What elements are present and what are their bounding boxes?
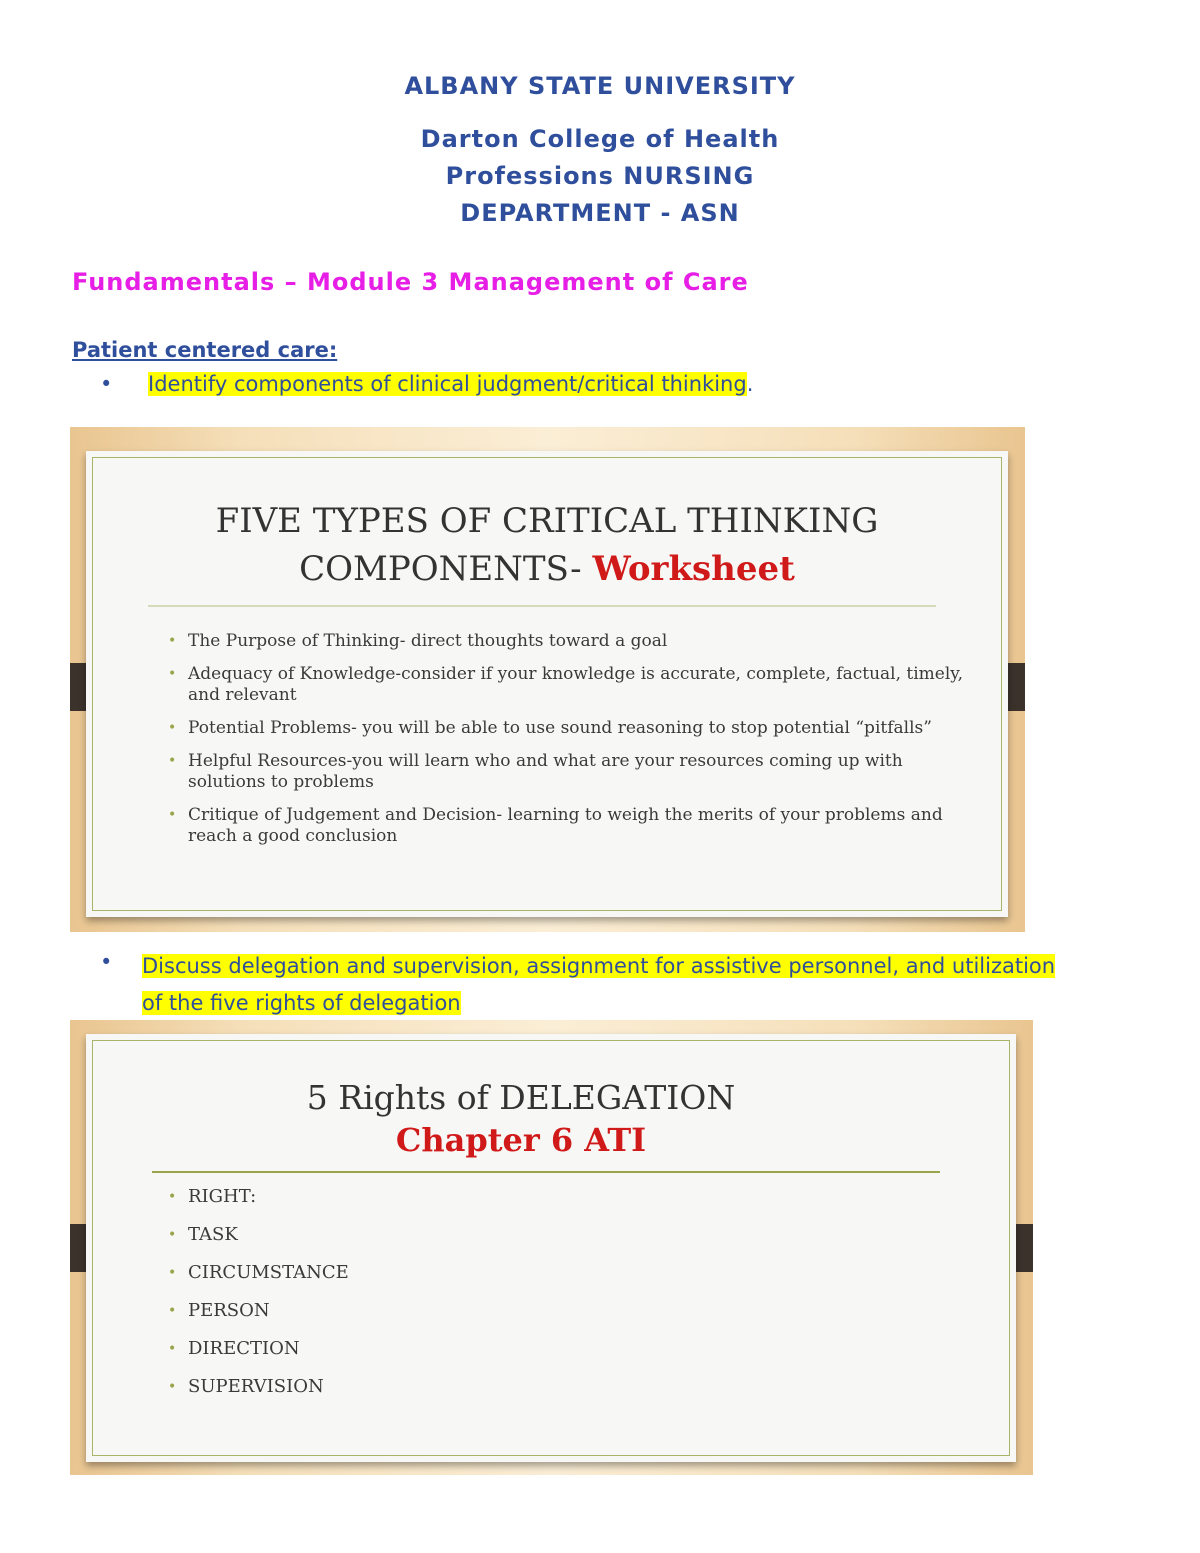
list-item: • RIGHT: — [168, 1186, 257, 1207]
objective-text: Discuss delegation and supervision, assignment for assistive personnel, and utilization of the five rights of delegation — [142, 954, 1056, 1015]
list-item: • CIRCUMSTANCE — [168, 1262, 349, 1283]
list-item: • PERSON — [168, 1300, 270, 1321]
bullet-icon: • — [100, 950, 113, 974]
delegation-slide-image — [70, 1020, 1033, 1475]
list-item: • Helpful Resources-you will learn who and what are your resources coming up with solutions to problems — [168, 751, 903, 792]
delegation-rights-list — [166, 1186, 766, 1414]
slide-title: 5 Rights of DELEGATION — [306, 1078, 736, 1117]
slide-title-line1: FIVE TYPES OF CRITICAL THINKING — [215, 501, 879, 541]
objective-bullet-2 — [100, 948, 1060, 1022]
list-item: • Critique of Judgement and Decision- learning to weigh the merits of your problems and reach a good conclusion — [168, 805, 943, 846]
slide-subtitle: Chapter 6 ATI — [395, 1121, 647, 1159]
module-title: Fundamentals – Module 3 Management of Care — [72, 268, 749, 296]
university-name: ALBANY STATE UNIVERSITY — [404, 72, 796, 100]
slide-title — [86, 497, 1008, 593]
slide-panel — [86, 1034, 1016, 1462]
critical-thinking-list — [166, 631, 966, 859]
list-item: • DIRECTION — [168, 1338, 300, 1359]
critical-thinking-slide-image — [70, 427, 1025, 932]
section-heading: Patient centered care: — [72, 338, 338, 362]
objective-text: Identify components of clinical judgment/critical thinking — [148, 372, 747, 396]
slide-title-line2: COMPONENTS- — [299, 549, 593, 589]
bullet-icon: • — [100, 372, 113, 396]
slide-panel — [86, 451, 1008, 917]
list-item: • SUPERVISION — [168, 1376, 324, 1397]
list-item: • Adequacy of Knowledge-consider if your knowledge is accurate, complete, factual, timely, and relevant — [168, 664, 964, 705]
department-name: DEPARTMENT - ASN — [460, 199, 740, 227]
college-name-line2: Professions NURSING — [445, 162, 755, 190]
list-item: • Potential Problems- you will be able to use sound reasoning to stop potential “pitfalls” — [168, 718, 932, 738]
list-item: • TASK — [168, 1224, 238, 1245]
objective-trail: . — [746, 372, 754, 396]
college-name-line1: Darton College of Health — [420, 125, 780, 153]
list-item: • The Purpose of Thinking- direct thoughts toward a goal — [168, 631, 668, 651]
slide-title-highlight: Worksheet — [592, 549, 795, 589]
